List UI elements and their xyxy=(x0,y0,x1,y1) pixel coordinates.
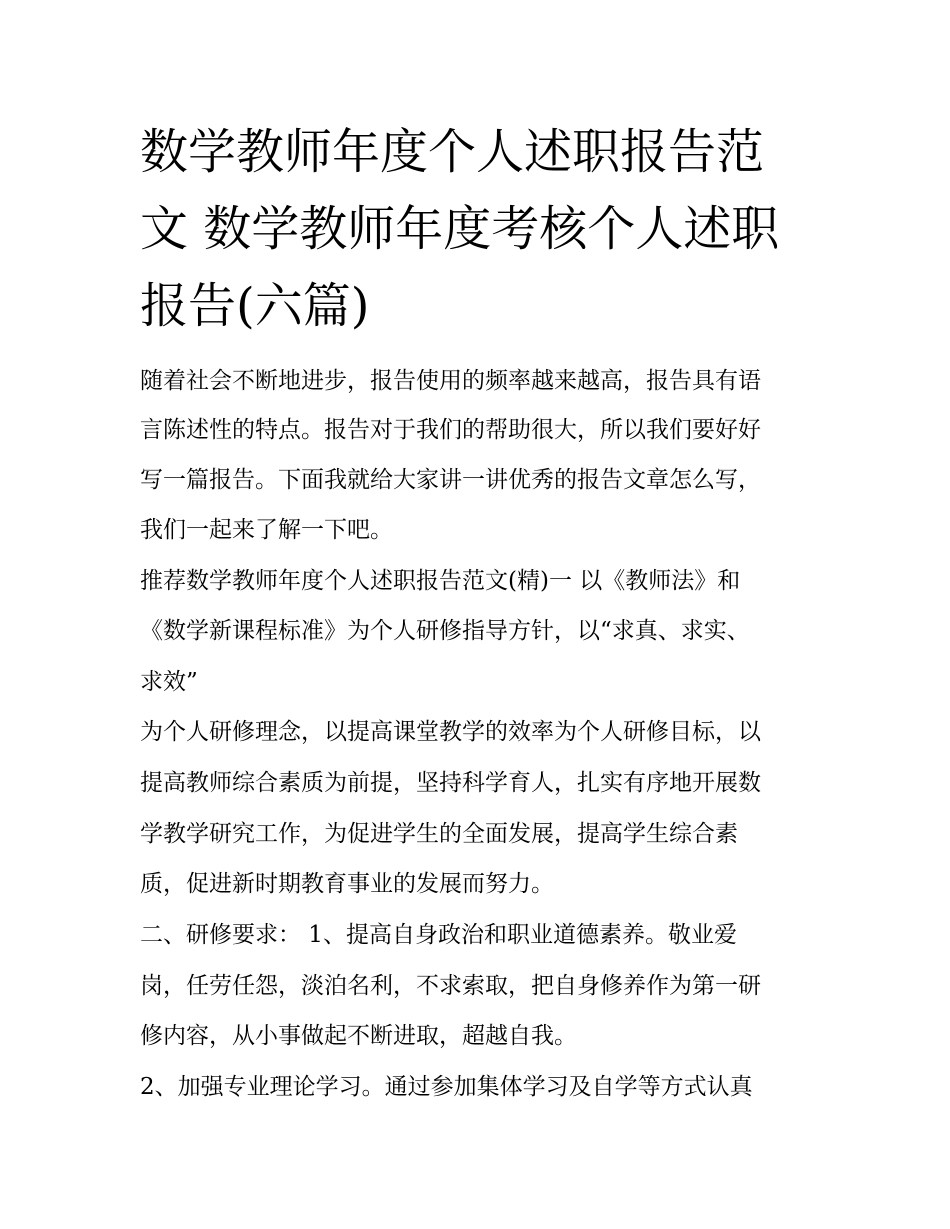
paragraph-line: 2、加强专业理论学习。通过参加集体学习及自学等方式认真 xyxy=(140,1074,753,1100)
paragraph-line: 学教学研究工作，为促进学生的全面发展，提高学生综合素 xyxy=(140,821,738,847)
document-title-line-2: 文 数学教师年度考核个人述职 xyxy=(140,201,780,257)
document-title-line-1: 数学教师年度个人述职报告范 xyxy=(140,124,765,180)
paragraph-line: 提高教师综合素质为前提，坚持科学育人，扎实有序地开展数 xyxy=(140,770,761,796)
paragraph-line: 我们一起来了解一下吧。 xyxy=(140,517,393,543)
paragraph-line: 《数学新课程标准》为个人研修指导方针，以“求真、求实、 xyxy=(140,618,750,644)
paragraph-line: 求效” xyxy=(140,669,198,695)
paragraph-line: 为个人研修理念，以提高课堂教学的效率为个人研修目标，以 xyxy=(140,719,761,745)
document-title-line-3: 报告(六篇) xyxy=(140,278,370,334)
paragraph-line: 二、研修要求： 1、提高自身政治和职业道德素养。敬业爱 xyxy=(140,922,737,948)
paragraph-line: 随着社会不断地进步，报告使用的频率越来越高，报告具有语 xyxy=(140,368,761,394)
paragraph-line: 质，促进新时期教育事业的发展而努力。 xyxy=(140,871,554,897)
paragraph-line: 岗，任劳任怨，淡泊名利，不求索取，把自身修养作为第一研 xyxy=(140,973,761,999)
paragraph-line: 推荐数学教师年度个人述职报告范文(精)一 以《教师法》和 xyxy=(140,568,741,594)
paragraph-line: 写一篇报告。下面我就给大家讲一讲优秀的报告文章怎么写， xyxy=(140,467,761,493)
paragraph-line: 言陈述性的特点。报告对于我们的帮助很大，所以我们要好好 xyxy=(140,417,761,443)
paragraph-line: 修内容，从小事做起不断进取，超越自我。 xyxy=(140,1023,577,1049)
